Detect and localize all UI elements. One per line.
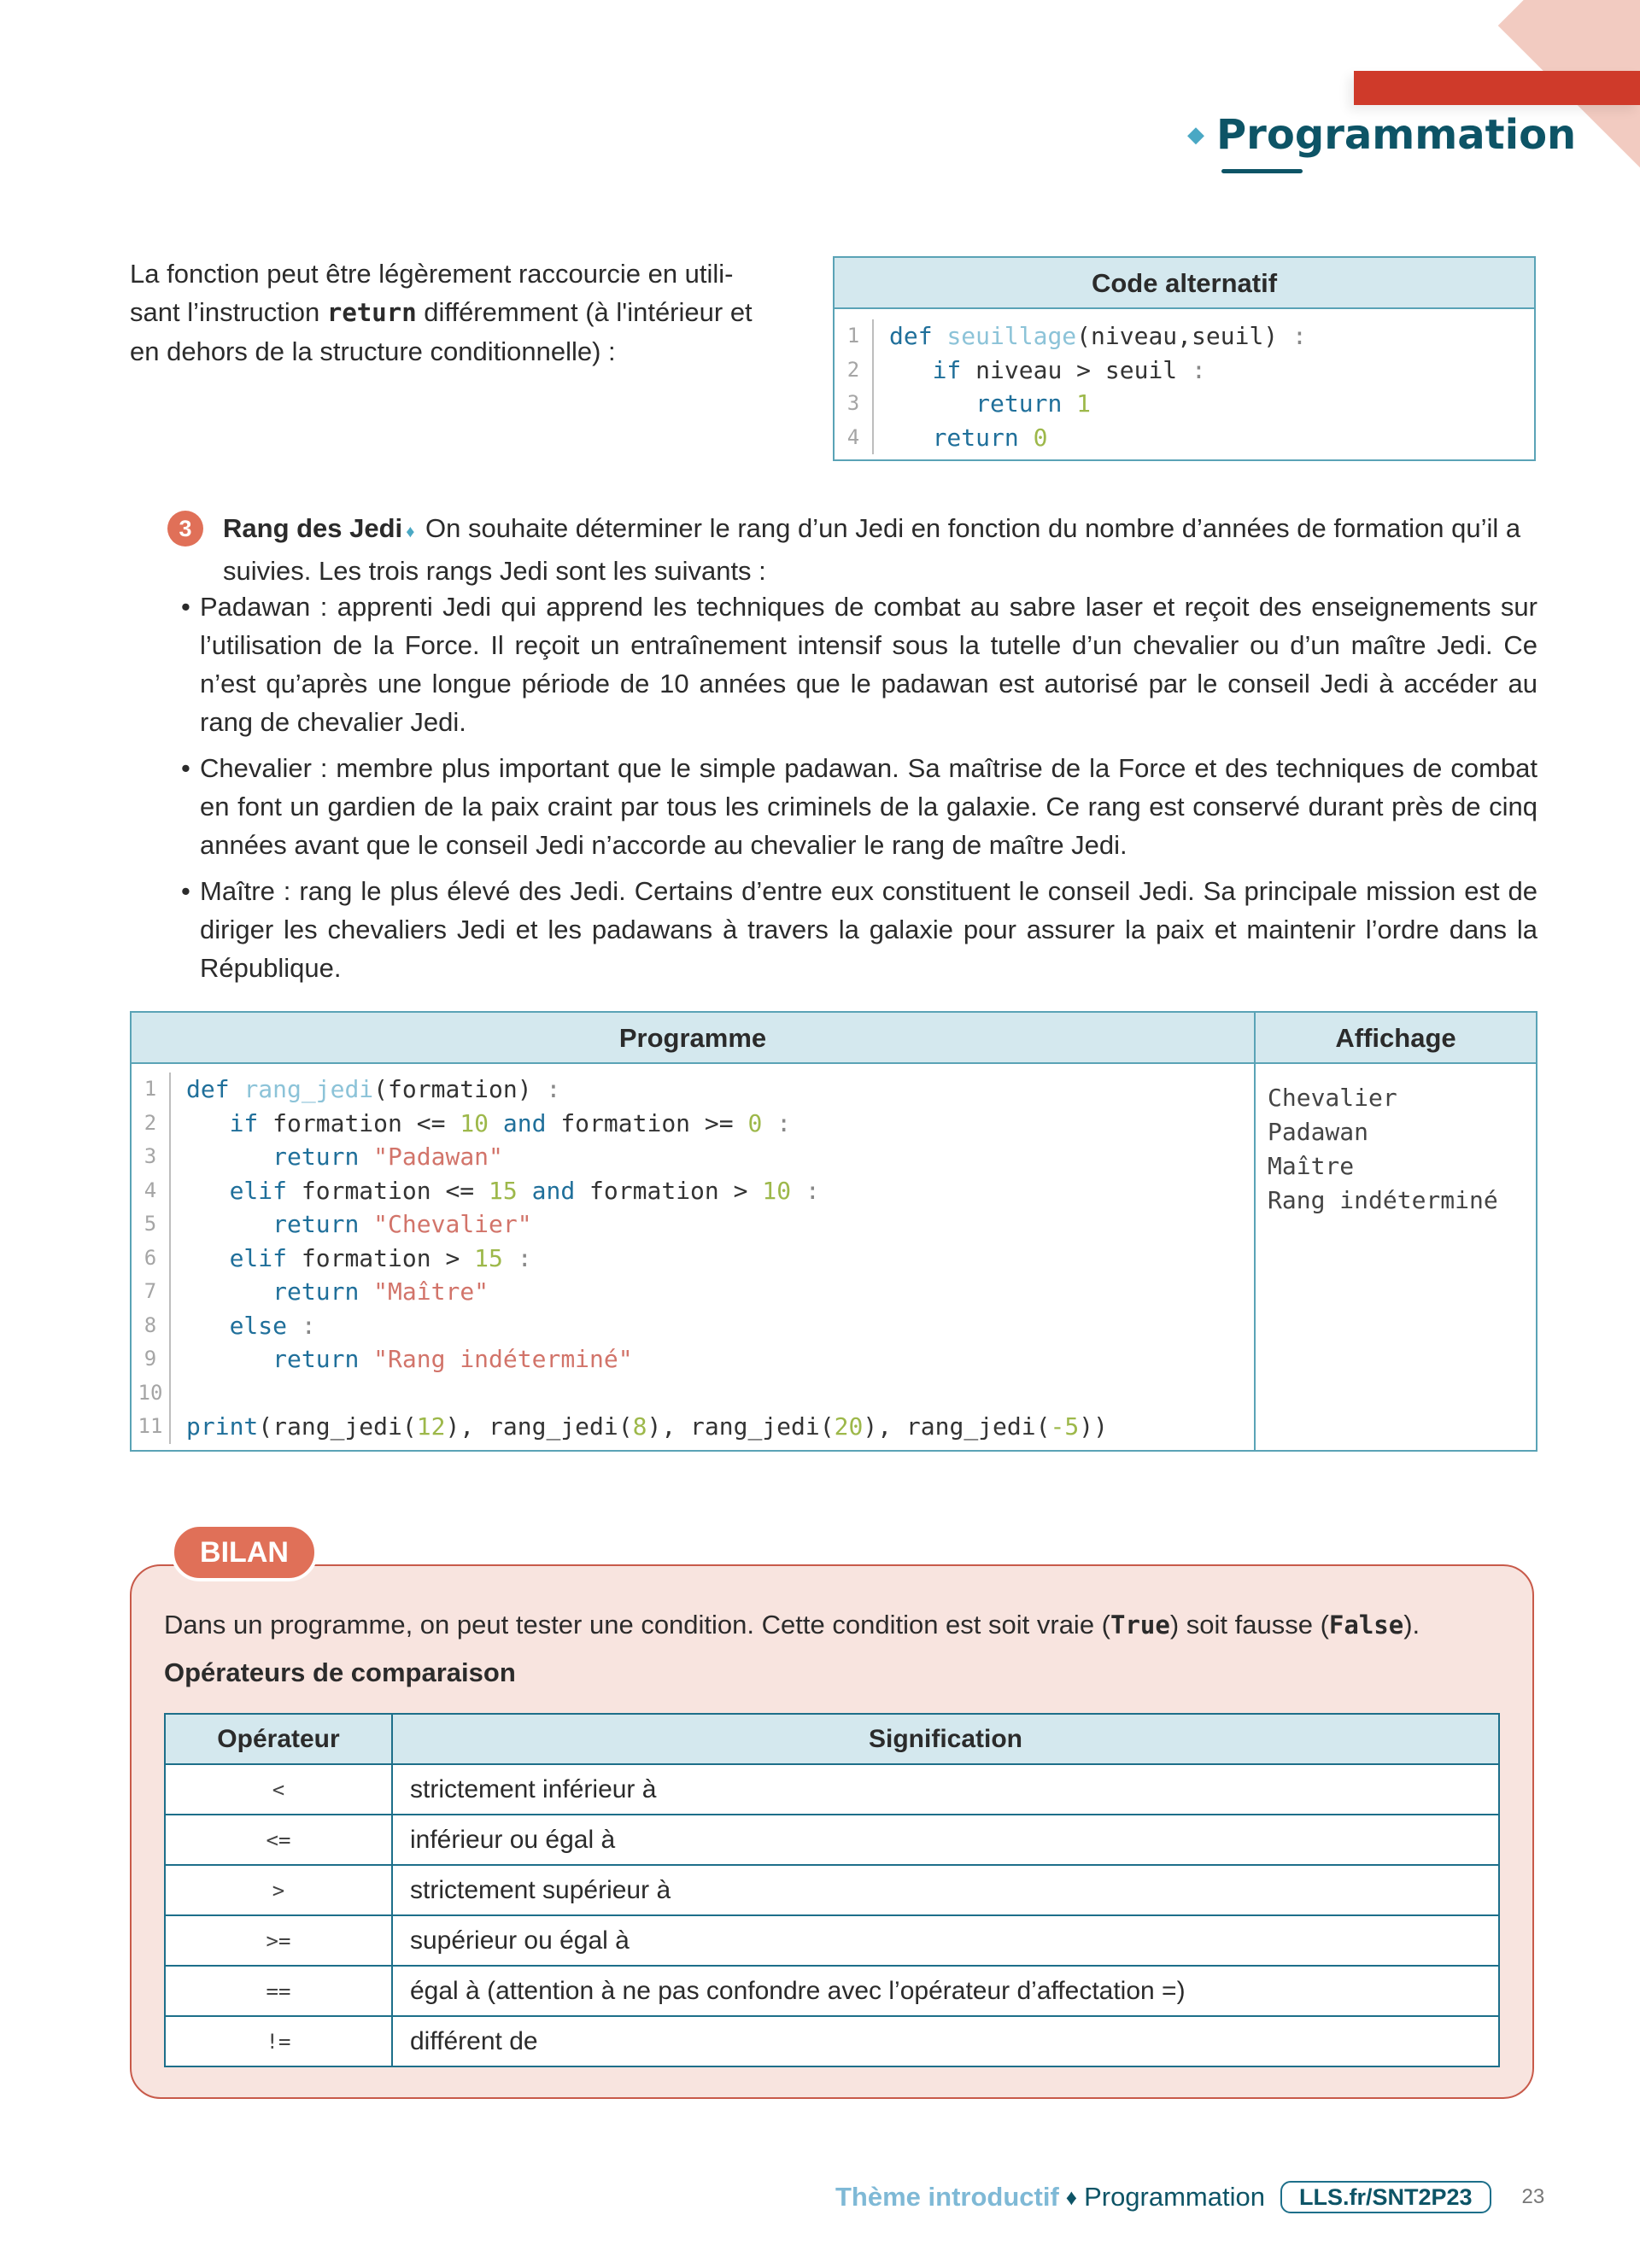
code-string: "Padawan" <box>359 1143 503 1171</box>
intro-text-after: différemment (à l'intérieur et en dehors de la structure conditionnelle) : <box>130 297 753 366</box>
code-colon: : <box>1177 355 1206 384</box>
output-line: Maître <box>1268 1152 1355 1180</box>
bilan-text-after: ). <box>1403 1610 1420 1640</box>
code-line <box>835 387 1534 421</box>
keyword-if: if <box>229 1108 259 1137</box>
indent <box>186 1177 230 1205</box>
code-line <box>132 1275 1254 1309</box>
code-params: (niveau,seuil) <box>1076 322 1279 350</box>
indent <box>186 1210 272 1238</box>
operator-cell: == <box>165 1966 392 2016</box>
alt-code-box <box>833 256 1536 461</box>
code-colon: : <box>762 1108 792 1137</box>
output-line: Padawan <box>1268 1118 1369 1146</box>
keyword-and: and <box>517 1176 576 1205</box>
exercise-intro-text: On souhaite déterminer le rang d’un Jedi en fonction du nombre d’années de formation qu’il a suivies. Les trois rangs Jedi sont les suivants : <box>223 513 1521 586</box>
code-line <box>132 1174 1254 1208</box>
code-line <box>132 1410 1254 1444</box>
footer <box>835 2176 1544 2218</box>
footer-link[interactable]: LLS.fr/SNT2P23 <box>1280 2181 1491 2213</box>
keyword-return: return <box>272 1143 360 1171</box>
line-number: 4 <box>835 421 874 455</box>
code-text: formation <= <box>287 1176 489 1205</box>
meaning-cell: égal à (attention à ne pas confondre avec l’opérateur d’affectation =) <box>392 1966 1499 2016</box>
alt-code-lines <box>835 309 1534 454</box>
code-number: -5 <box>1050 1412 1080 1441</box>
output-line: Chevalier <box>1268 1084 1397 1112</box>
code-line <box>835 421 1534 455</box>
output-column <box>1256 1013 1536 1450</box>
program-output <box>1256 1064 1536 1218</box>
indent <box>186 1109 230 1137</box>
list-item: • Chevalier : membre plus important que le simple padawan. Sa maîtrise de la Force et des techniques de combat en font un gardien de la paix craint par tous les criminels de la galaxie. Ce rang est conservé durant près de cinq années avant que le conseil Jedi n’accorde au chevalier le rang de maître Jedi. <box>179 749 1538 864</box>
line-number: 2 <box>132 1107 171 1141</box>
line-number: 4 <box>132 1174 171 1208</box>
indent <box>186 1244 230 1272</box>
keyword-return: return <box>272 1277 360 1306</box>
code-number: 15 <box>474 1243 503 1272</box>
keyword-return: return <box>272 1210 360 1238</box>
indent <box>889 356 933 384</box>
code-line <box>132 1073 1254 1107</box>
header-operator: Opérateur <box>165 1714 392 1764</box>
bilan-text <box>164 1605 1531 1645</box>
alt-code-title: Code alternatif <box>835 258 1534 309</box>
code-text: ), rang_jedi( <box>445 1412 633 1441</box>
program-column-header: Programme <box>132 1013 1254 1064</box>
exercise-number-badge: 3 <box>167 511 203 547</box>
code-number: 10 <box>460 1108 489 1137</box>
keyword-if: if <box>932 355 962 384</box>
operators-table <box>164 1713 1500 2067</box>
false-keyword: False <box>1328 1610 1404 1640</box>
code-string: "Rang indéterminé" <box>359 1345 633 1373</box>
meaning-cell: strictement supérieur à <box>392 1865 1499 1915</box>
true-keyword: True <box>1110 1610 1170 1640</box>
code-text: formation >= <box>546 1108 748 1137</box>
operator-cell: >= <box>165 1915 392 1966</box>
indent <box>889 389 975 418</box>
code-text: formation > <box>575 1176 763 1205</box>
header-decoration-bar <box>1354 71 1640 105</box>
program-table <box>130 1011 1538 1452</box>
function-name: rang_jedi <box>243 1075 374 1103</box>
table-row <box>165 1966 1499 2016</box>
output-column-header: Affichage <box>1256 1013 1536 1064</box>
title-underline <box>1221 169 1303 173</box>
code-colon: : <box>531 1075 561 1103</box>
keyword-return: return <box>272 1345 360 1373</box>
line-number: 6 <box>132 1242 171 1276</box>
list-item: • Maître : rang le plus élevé des Jedi. Certains d’entre eux constituent le conseil Jedi. Sa principale mission est de diriger les chevaliers Jedi et les padawans à travers la galaxie pour assurer la paix et maintenir l’ordre dans la République. <box>179 872 1538 987</box>
table-row <box>165 1915 1499 1966</box>
code-text: ), rang_jedi( <box>863 1412 1051 1441</box>
code-text: (rang_jedi( <box>258 1412 417 1441</box>
table-header-row <box>165 1714 1499 1764</box>
builtin-print: print <box>186 1412 259 1441</box>
code-number: 10 <box>762 1176 792 1205</box>
program-code <box>132 1064 1254 1444</box>
intro-text-before: La fonction peut être légèrement raccourcie en utili-sant l’instruction <box>130 259 734 327</box>
table-row <box>165 1764 1499 1815</box>
keyword-return: return <box>975 389 1063 418</box>
keyword-else: else <box>229 1311 288 1340</box>
exercise-intro <box>223 509 1534 590</box>
function-name: seuillage <box>946 322 1077 350</box>
bilan-text-middle: ) soit fausse ( <box>1169 1610 1329 1640</box>
table-row <box>165 2016 1499 2066</box>
code-colon: : <box>791 1176 820 1205</box>
code-string: "Maître" <box>359 1277 489 1306</box>
table-row <box>165 1815 1499 1865</box>
bilan-subtitle: Opérateurs de comparaison <box>164 1657 516 1687</box>
line-number: 1 <box>835 319 874 354</box>
keyword-elif: elif <box>229 1176 288 1205</box>
exercise-title: Rang des Jedi <box>223 513 403 543</box>
bilan-tab: BILAN <box>171 1523 318 1581</box>
program-column <box>132 1013 1256 1450</box>
line-number: 1 <box>132 1073 171 1107</box>
line-number: 7 <box>132 1275 171 1309</box>
indent <box>889 424 933 452</box>
line-number: 9 <box>132 1342 171 1377</box>
footer-theme: Thème introductif <box>835 2182 1059 2212</box>
output-line: Rang indéterminé <box>1268 1186 1498 1214</box>
line-number: 2 <box>835 354 874 388</box>
code-number: 15 <box>489 1176 518 1205</box>
keyword-return: return <box>932 423 1019 452</box>
line-number: 11 <box>132 1410 171 1444</box>
keyword-elif: elif <box>229 1243 288 1272</box>
code-params: (formation) <box>373 1075 532 1103</box>
diamond-icon: ◆ <box>1187 122 1204 148</box>
diamond-icon: ♦ <box>406 523 415 541</box>
code-number: 1 <box>1062 389 1092 418</box>
header-decoration-diamond <box>1498 0 1640 219</box>
code-line <box>132 1377 1254 1411</box>
header-meaning: Signification <box>392 1714 1499 1764</box>
code-number: 8 <box>632 1412 647 1441</box>
code-text: formation > <box>287 1243 475 1272</box>
code-text: formation <= <box>258 1108 460 1137</box>
line-number: 8 <box>132 1309 171 1343</box>
operator-cell: > <box>165 1865 392 1915</box>
table-row <box>165 1865 1499 1915</box>
keyword-def: def <box>186 1075 244 1103</box>
code-colon: : <box>1278 322 1307 350</box>
operator-cell: != <box>165 2016 392 2066</box>
meaning-cell: supérieur ou égal à <box>392 1915 1499 1966</box>
meaning-cell: inférieur ou égal à <box>392 1815 1499 1865</box>
code-line <box>132 1342 1254 1377</box>
code-line <box>132 1242 1254 1276</box>
meaning-cell: strictement inférieur à <box>392 1764 1499 1815</box>
code-number: 0 <box>747 1108 763 1137</box>
meaning-cell: différent de <box>392 2016 1499 2066</box>
indent <box>186 1143 272 1171</box>
line-number: 10 <box>132 1377 171 1411</box>
code-line <box>132 1207 1254 1242</box>
page-title-text: Programmation <box>1216 111 1577 159</box>
code-text: ), rang_jedi( <box>647 1412 835 1441</box>
code-line <box>132 1140 1254 1174</box>
keyword-and: and <box>489 1108 547 1137</box>
intro-paragraph <box>130 254 779 371</box>
line-number: 3 <box>132 1140 171 1174</box>
indent <box>186 1277 272 1306</box>
page-title <box>1187 111 1576 159</box>
code-number: 0 <box>1018 423 1048 452</box>
bilan-text-before: Dans un programme, on peut tester une condition. Cette condition est soit vraie ( <box>164 1610 1110 1640</box>
keyword-def: def <box>889 322 947 350</box>
code-number: 12 <box>416 1412 446 1441</box>
operator-cell: <= <box>165 1815 392 1865</box>
code-condition: niveau > seuil <box>961 355 1178 384</box>
line-number: 3 <box>835 387 874 421</box>
intro-keyword: return <box>326 298 417 327</box>
footer-section: Programmation <box>1084 2182 1265 2212</box>
code-line <box>835 319 1534 354</box>
indent <box>186 1312 230 1340</box>
code-line <box>132 1107 1254 1141</box>
indent <box>186 1345 272 1373</box>
list-item: • Padawan : apprenti Jedi qui apprend les techniques de combat au sabre laser et reçoit des enseignements sur l’utilisation de la Force. Il reçoit un entraînement intensif sous la tutelle d’un chevalier ou d’un maître Jedi. Ce n’est qu’après une longue période de 10 années que le padawan est autorisé par le conseil Jedi à accéder au rang de chevalier Jedi. <box>179 587 1538 741</box>
exercise-3 <box>167 509 1534 590</box>
page-number: 23 <box>1521 2185 1545 2208</box>
code-number: 20 <box>834 1412 864 1441</box>
operator-cell: < <box>165 1764 392 1815</box>
line-number: 5 <box>132 1207 171 1242</box>
code-line <box>132 1309 1254 1343</box>
code-string: "Chevalier" <box>359 1210 532 1238</box>
code-colon: : <box>287 1311 316 1340</box>
code-line <box>835 354 1534 388</box>
code-text: )) <box>1079 1412 1108 1441</box>
rank-list <box>179 587 1538 995</box>
diamond-icon: ♦ <box>1065 2183 1078 2210</box>
code-colon: : <box>502 1243 532 1272</box>
